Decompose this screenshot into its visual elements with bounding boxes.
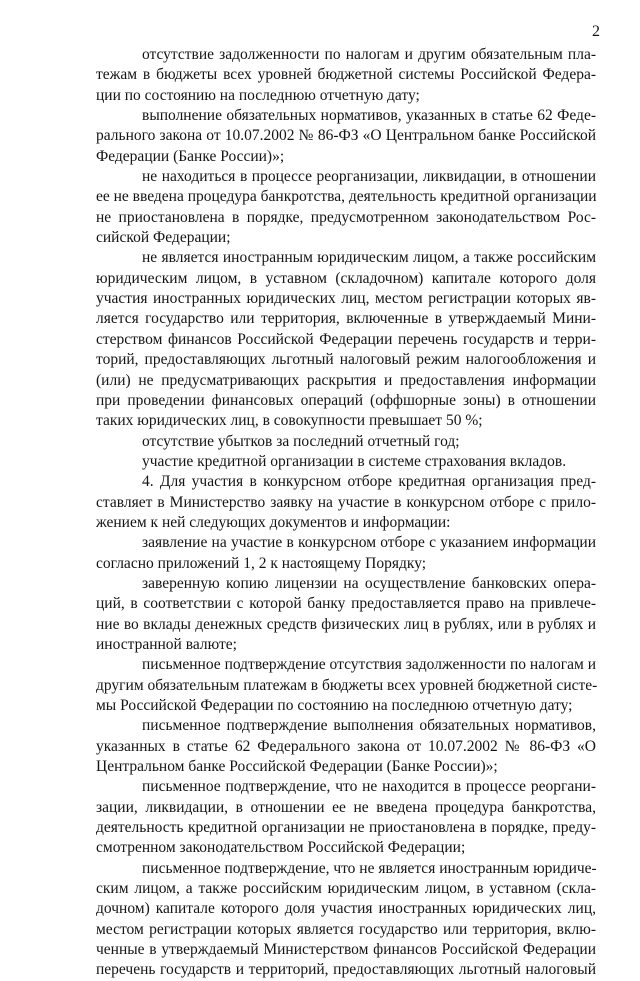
text-line: ляется государство или территория, включенные в утверждаемый Мини-: [96, 310, 596, 328]
text-line: другим обязательным платежам в бюджеты всех уровней бюджетной систе-: [96, 676, 598, 694]
text-line: сийской Федерации;: [96, 229, 231, 247]
text-line: не является иностранным юридическим лицом, а также российским: [142, 249, 596, 267]
text-line: Федерации (Банке России)»;: [96, 147, 285, 165]
text-line: отсутствие задолженности по налогам и другим обязательным пла-: [142, 46, 596, 63]
text-line: мы Российской Федерации по состоянию на последнюю отчетную дату;: [96, 697, 573, 714]
text-line: указанных в статье 62 Федерального закона от 10.07.2002 № 86-ФЗ «О: [96, 737, 596, 755]
text-line: ченные в утверждаемый Министерством финансов Российской Федерации: [96, 941, 596, 959]
text-line: заверенную копию лицензии на осуществление банковских опера-: [142, 574, 596, 592]
text-line: зации, ликвидации, в отношении ее не введена процедура банкротства,: [96, 798, 596, 816]
text-line: отсутствие убытков за последний отчетный год;: [142, 432, 460, 450]
text-line: дочном) капитале которого доля участия иностранных юридических лиц,: [96, 900, 596, 918]
text-line: письменное подтверждение отсутствия задолженности по налогам и: [142, 656, 596, 674]
text-line: письменное подтверждение выполнения обязательных нормативов,: [142, 717, 596, 735]
text-line: ции по состоянию на последнюю отчетную дату;: [96, 86, 420, 104]
text-line: выполнение обязательных нормативов, указанных в статье 62 Феде-: [142, 107, 596, 125]
text-line: перечень государств и территорий, предоставляющих льготный налоговый: [96, 961, 596, 979]
text-line: письменное подтверждение, что не является иностранным юридиче-: [142, 859, 597, 877]
text-line: при проведении финансовых операций (оффшорные зоны) в отношении: [96, 391, 596, 409]
text-line: (или) не предусматривающих раскрытия и предоставления информации: [96, 371, 596, 389]
text-line: таких юридических лиц, в совокупности превышает 50 %;: [96, 412, 483, 430]
text-line: участие кредитной организации в системе страхования вкладов.: [142, 452, 567, 470]
text-line: ским лицом, а также российским юридическим лицом, в уставном (скла-: [96, 880, 596, 898]
text-line: стерством финансов Российской Федерации перечень государств и терри-: [96, 330, 596, 348]
text-line: иностранной валюте;: [96, 635, 237, 653]
text-line: жением к ней следующих документов и информации:: [96, 513, 451, 531]
text-line: торий, предоставляющих льготный налоговый режим налогообложения и: [96, 351, 596, 369]
text-line: ее не введена процедура банкротства, деятельность кредитной организации: [96, 188, 597, 206]
text-line: 4. Для участия в конкурсном отборе кредитная организация пред-: [142, 473, 596, 491]
text-line: деятельность кредитной организации не приостановлена в порядке, преду-: [96, 819, 596, 837]
text-line: заявление на участие в конкурсном отборе с указанием информации: [142, 534, 596, 552]
text-line: ставляет в Министерство заявку на участие в конкурсном отборе с прило-: [96, 493, 596, 511]
text-line: ций, в соответствии с которой банку предоставляется право на привлече-: [96, 595, 596, 613]
text-line: не приостановлена в порядке, предусмотренном законодательством Рос-: [96, 208, 596, 226]
text-line: письменное подтверждение, что не находится в процессе реоргани-: [142, 778, 596, 796]
text-line: Центральном банке Российской Федерации (Банке России)»;: [96, 758, 498, 776]
text-line: смотренном законодательством Российской Федерации;: [96, 839, 466, 857]
text-line: юридическим лицом, в уставном (складочном) капитале которого доля: [96, 269, 596, 287]
text-line: не находиться в процессе реорганизации, ликвидации, в отношении: [142, 168, 596, 186]
text-line: согласно приложений 1, 2 к настоящему Порядку;: [96, 554, 427, 572]
text-line: местом регистрации которых является государство или территория, вклю-: [96, 920, 596, 938]
page-number: 2: [592, 23, 600, 40]
text-line: ние во вклады денежных средств физических лиц в рублях, или в рублях и: [96, 615, 596, 633]
text-line: тежам в бюджеты всех уровней бюджетной системы Российской Федера-: [96, 66, 596, 84]
document-body: [96, 45, 596, 981]
text-line: участия иностранных юридических лиц, местом регистрации которых яв-: [96, 290, 596, 308]
text-line: рального закона от 10.07.2002 № 86-ФЗ «О Центральном банке Российской: [96, 127, 596, 145]
